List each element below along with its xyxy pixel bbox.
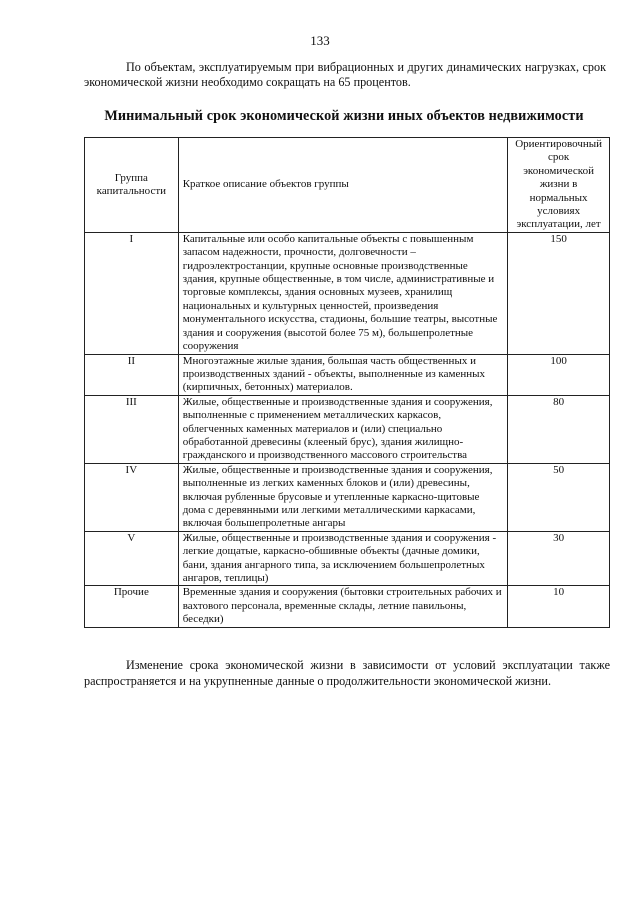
row-group: IV bbox=[85, 463, 179, 531]
table-row bbox=[85, 463, 610, 531]
row-group: I bbox=[85, 232, 179, 354]
row-term: 10 bbox=[508, 586, 610, 627]
row-description: Жилые, общественные и производственные здания и сооружения, выполненные с применением металлических каркасов, облегченных каменных материалов и (или) специально обработанной древесины (клееный брус), здания жилищно-гражданского и производственного массового строительства bbox=[178, 395, 508, 463]
row-group: II bbox=[85, 354, 179, 395]
row-description: Многоэтажные жилые здания, большая часть общественных и производственных зданий - объекты, выполненные из каменных (кирпичных, бетонных) материалов. bbox=[178, 354, 508, 395]
table-header-row bbox=[85, 138, 610, 233]
outro-paragraph: Изменение срока экономической жизни в зависимости от условий эксплуатации также распространяется и на укрупненные данные о продолжительности экономической жизни. bbox=[84, 658, 610, 688]
table-row bbox=[85, 232, 610, 354]
row-term: 150 bbox=[508, 232, 610, 354]
row-term: 100 bbox=[508, 354, 610, 395]
row-description: Капитальные или особо капитальные объекты с повышенным запасом надежности, прочности, долговечности – гидроэлектростанции, крупные основные производственные здания, крупные общественные, в том числе, административные и торговые комплексы, здания основных музеев, хранилищ национальных и культурных ценностей, произведения монументального искусства, стадионы, большие театры, высотные здания и сооружения (высотой более 75 м), большепролетные сооружения bbox=[178, 232, 508, 354]
row-description: Временные здания и сооружения (бытовки строительных рабочих и вахтового персонала, временные склады, летние павильоны, беседки) bbox=[178, 586, 508, 627]
intro-paragraph: По объектам, эксплуатируемым при вибрационных и других динамических нагрузках, срок экономической жизни необходимо сокращать на 65 процентов. bbox=[84, 60, 606, 89]
row-group: Прочие bbox=[85, 586, 179, 627]
page-number: 133 bbox=[310, 33, 330, 48]
table-row bbox=[85, 395, 610, 463]
row-group: V bbox=[85, 531, 179, 586]
row-term: 50 bbox=[508, 463, 610, 531]
row-term: 30 bbox=[508, 531, 610, 586]
table-row bbox=[85, 354, 610, 395]
header-term: Ориентировочный срок экономической жизни в нормальных условиях эксплуатации, лет bbox=[508, 138, 610, 233]
header-group: Группа капитальности bbox=[85, 138, 179, 233]
row-description: Жилые, общественные и производственные здания и сооружения, выполненные из легких каменных блоков и (или) древесины, включая рубленные брусовые и утепленные каркасно-щитовые дома с деревянными или легкими металлическими каркасами, включая большепролетные ангары bbox=[178, 463, 508, 531]
header-description: Краткое описание объектов группы bbox=[178, 138, 508, 233]
row-term: 80 bbox=[508, 395, 610, 463]
table-row bbox=[85, 531, 610, 586]
row-description: Жилые, общественные и производственные здания и сооружения - легкие дощатые, каркасно-обшивные объекты (дачные домики, бани, здания ангарного типа, за исключением большепролетных ангаров, теплицы) bbox=[178, 531, 508, 586]
table-title: Минимальный срок экономической жизни иных объектов недвижимости bbox=[104, 108, 584, 124]
capitality-table bbox=[84, 137, 610, 628]
table-row bbox=[85, 586, 610, 627]
row-group: III bbox=[85, 395, 179, 463]
